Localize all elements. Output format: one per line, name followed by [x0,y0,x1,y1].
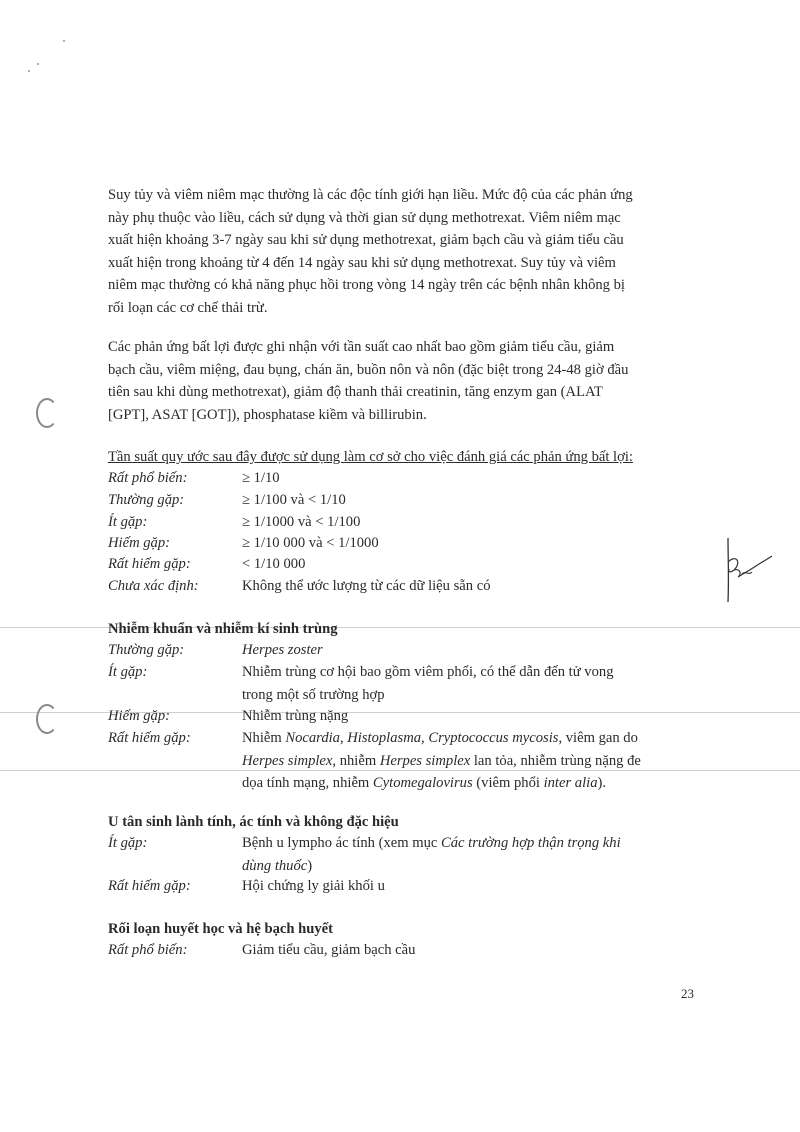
frequency-label: Rất phổ biến: [108,942,188,958]
reaction-text: Hội chứng ly giải khối u [242,878,385,894]
scan-speck [63,40,65,42]
frequency-label: Hiếm gặp: [108,708,171,724]
reaction-entry [108,705,698,728]
frequency-label: Chưa xác định: [108,578,199,594]
text-line: này phụ thuộc vào liều, cách sử dụng và thời gian sử dụng methotrexat. Viêm niêm mạc [108,209,621,226]
frequency-label: Rất hiếm gặp: [108,878,191,894]
frequency-label: Thường gặp: [108,642,185,658]
reaction-entry [108,639,698,662]
text-line: Các phản ứng bất lợi được ghi nhận với tần suất cao nhất bao gồm giảm tiểu cầu, giảm [108,339,615,355]
frequency-value: ≥ 1/100 và < 1/10 [242,492,346,508]
text-line: bạch cầu, viêm miệng, đau bụng, chán ăn, buồn nôn và nôn (đặc biệt trong 24-48 giờ đầu [108,361,629,378]
frequency-label: Ít gặp: [108,835,148,851]
frequency-value: ≥ 1/1000 và < 1/100 [242,514,361,530]
frequency-row [108,575,708,597]
text-line: xuất hiện trong khoảng từ 4 đến 14 ngày sau khi sử dụng methotrexat. Suy tủy và viêm [108,254,616,271]
section-title-blood: Rối loạn huyết học và hệ bạch huyết [108,921,334,937]
frequency-heading: Tần suất quy ước sau đây được sử dụng làm cơ sở cho việc đánh giá các phản ứng bất lợi: [108,449,633,465]
frequency-label: Ít gặp: [108,514,148,530]
text-line: rối loạn các cơ chế thải trừ. [108,299,268,316]
frequency-label: Rất hiếm gặp: [108,556,191,572]
frequency-label: Hiếm gặp: [108,535,171,551]
paragraph-myelosuppression [108,184,698,320]
frequency-row [108,532,708,554]
reaction-entry [108,875,698,898]
frequency-value: < 1/10 000 [242,556,306,572]
scan-speck [37,63,39,65]
punch-hole-mark [36,704,58,734]
handwritten-initials-signature [716,536,774,606]
scan-speck [28,70,30,72]
section-title-neoplasms: U tân sinh lành tính, ác tính và không đặc hiệu [108,814,399,830]
frequency-label: Ít gặp: [108,664,148,680]
reaction-entry [108,832,698,877]
text-line: niêm mạc thường có khả năng phục hồi trong vòng 14 ngày trên các bệnh nhân không bị [108,277,625,294]
reaction-text: Bệnh u lympho ác tính (xem mục Các trường hợp thận trọng khi [242,835,621,851]
reaction-entry [108,661,698,706]
reaction-text: Herpes simplex, nhiễm Herpes simplex lan tỏa, nhiễm trùng nặng đe [242,752,641,769]
reaction-text: trong một số trường hợp [242,686,385,703]
reaction-text: dùng thuốc) [242,857,313,874]
reaction-text: Giảm tiểu cầu, giảm bạch cầu [242,942,416,958]
frequency-label: Thường gặp: [108,492,185,508]
reaction-entry [108,939,698,962]
paragraph-common-reactions [108,336,698,426]
punch-hole-mark [36,398,58,428]
frequency-row [108,553,708,575]
frequency-value: Không thể ước lượng từ các dữ liệu sẵn có [242,578,491,594]
text-line: Suy tủy và viêm niêm mạc thường là các độc tính giới hạn liều. Mức độ của các phản ứng [108,187,633,203]
reaction-text: Nhiễm trùng nặng [242,708,349,724]
frequency-row [108,489,708,511]
text-line: tiên sau khi dùng methotrexat), giảm độ thanh thải creatinin, tăng enzym gan (ALAT [108,384,603,401]
section-title-infections: Nhiễm khuẩn và nhiễm kí sinh trùng [108,621,338,637]
frequency-value: ≥ 1/10 000 và < 1/1000 [242,535,379,551]
frequency-row [108,467,708,489]
frequency-label: Rất phổ biến: [108,470,188,486]
frequency-label: Rất hiếm gặp: [108,730,191,746]
reaction-text: Nhiễm trùng cơ hội bao gồm viêm phổi, có thể dẫn đến tử vong [242,664,614,680]
reaction-entry [108,727,698,795]
reaction-text: Herpes zoster [242,642,323,658]
reaction-text: dọa tính mạng, nhiễm Cytomegalovirus (viêm phổi inter alia). [242,775,607,791]
frequency-row [108,511,708,533]
reaction-text: Nhiễm Nocardia, Histoplasma, Cryptococcus mycosis, viêm gan do [242,730,638,746]
page-number: 23 [681,986,694,1001]
text-line: [GPT], ASAT [GOT]), phosphatase kiềm và billirubin. [108,406,427,423]
text-line: xuất hiện khoảng 3-7 ngày sau khi sử dụng methotrexat, giảm bạch cầu và giảm tiểu cầu [108,232,624,249]
frequency-value: ≥ 1/10 [242,470,280,486]
